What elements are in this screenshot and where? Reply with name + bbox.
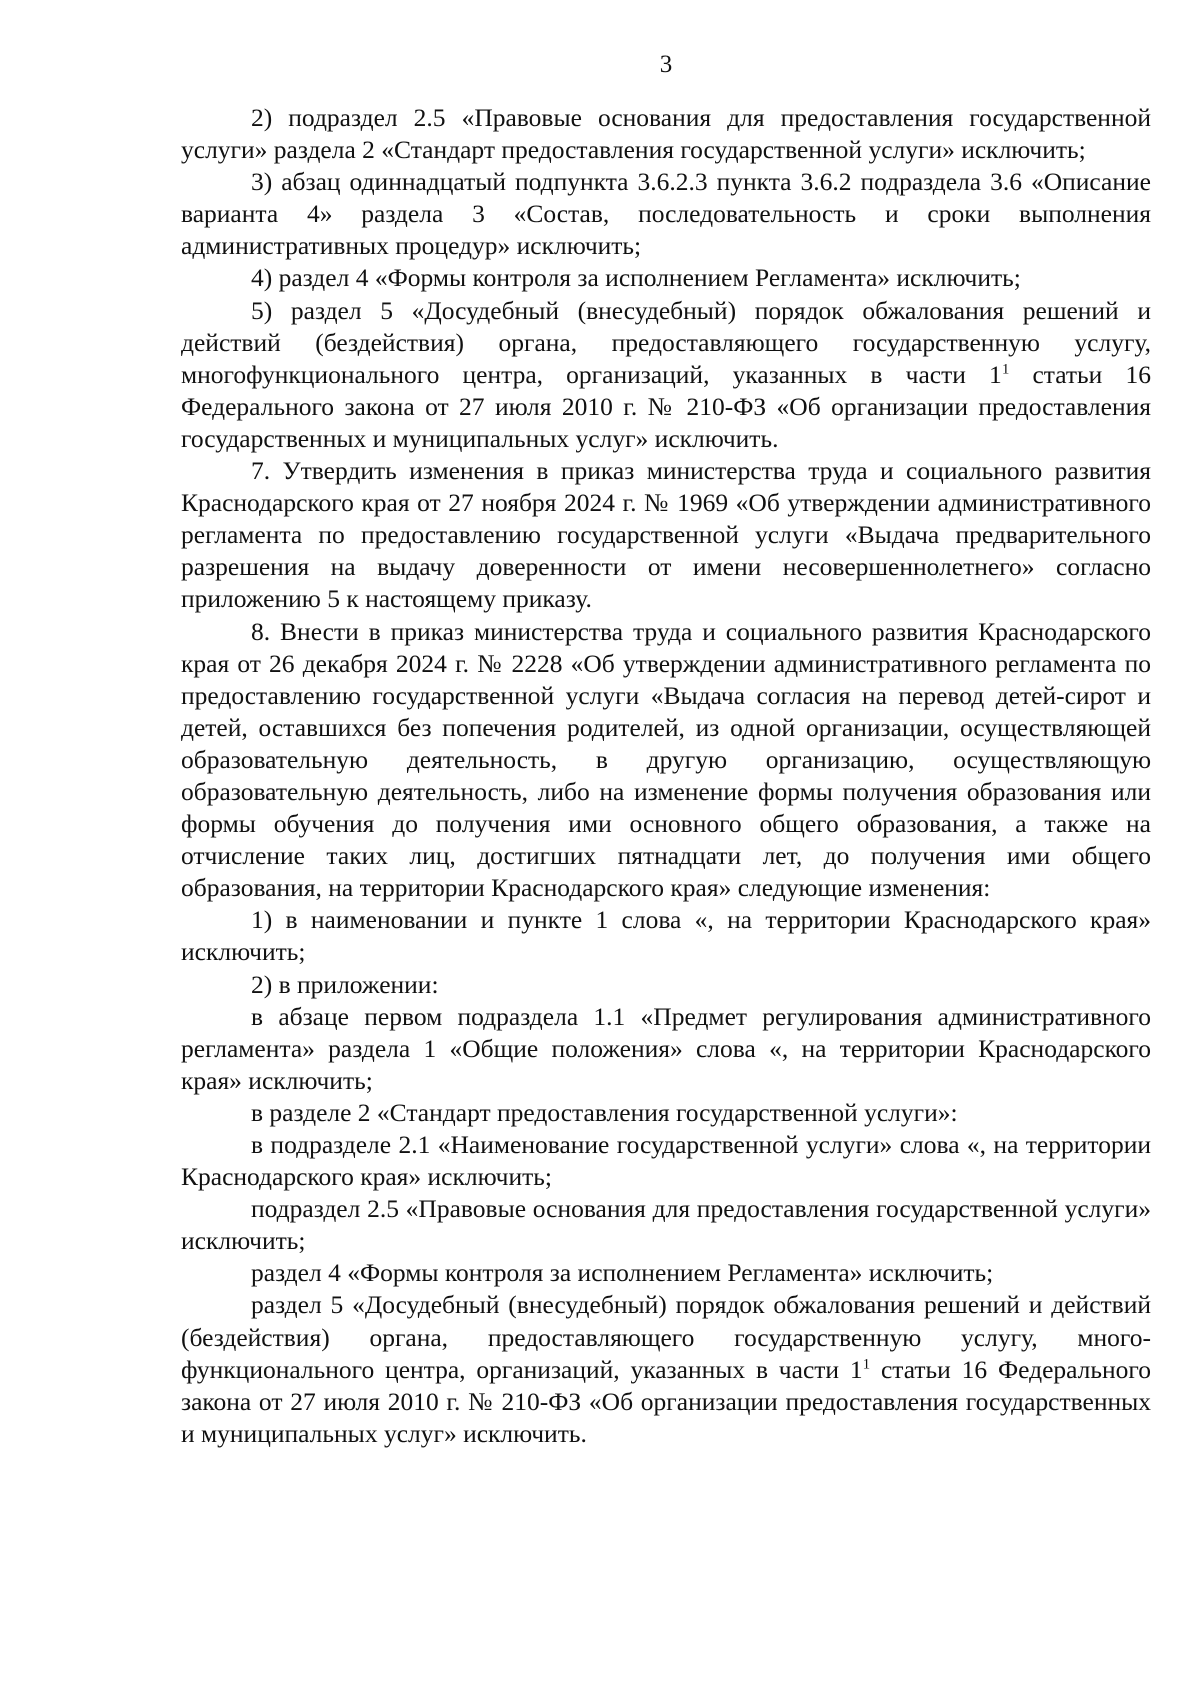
paragraph-3-abzac-11: 3) абзац одиннадцатый подпункта 3.6.2.3 пункта 3.6.2 подраздела 3.6 «Описание варианта 4» раздела 3 «Состав, последовательность и сроки выполнения административных процедур» исключить; [181,167,1151,261]
paragraph-8-2-section-4: раздел 4 «Формы контроля за исполнением Регламента» исключить; [251,1258,994,1288]
paragraph-5-section-5 [181,295,1151,455]
paragraph-2-subsection-2-5: 2) подраздел 2.5 «Правовые основания для предоставления государственной услуги» раздела 2 «Стандарт предоставления государственной услуги» исключить; [181,103,1151,165]
paragraph-text: 5) раздел 5 «Досудебный (внесудебный) порядок обжалования решений и действий (бездействия) органа, предоставляющего государственную услугу, многофункционального центра, организаций, указанных в части 1 [181,295,1151,389]
paragraph-8-2-section-5 [181,1289,1151,1449]
document-body [181,102,1151,1450]
paragraph-8-2-subsection-2-5: подраздел 2.5 «Правовые основания для предоставления государственной услуги» исключить; [181,1194,1151,1256]
paragraph-8-2-section-2: в разделе 2 «Стандарт предоставления государственной услуги»: [251,1097,958,1127]
paragraph-8-1: 1) в наименовании и пункте 1 слова «, на территории Краснодарского края» исключить; [181,905,1151,967]
superscript: 1 [862,1356,871,1373]
paragraph-8-2-subsection-2-1: в подразделе 2.1 «Наименование государственной услуги» слова «, на территории Краснодарского края» исключить; [181,1130,1151,1192]
page-number: 3 [659,51,673,78]
paragraph-text: раздел 5 «Досудебный (внесудебный) порядок обжалования решений и действий (бездействия) органа, предоставляющего государственную услугу, много-функционального центра, организаций, указанных в части 1 [181,1290,1151,1384]
paragraph-4-section-4: 4) раздел 4 «Формы контроля за исполнением Регламента» исключить; [251,263,1021,293]
paragraph-text: статьи 16 Федерального закона от 27 июля 2010 г. № 210-ФЗ «Об организации предоставления государственных и муниципальных услуг» исключить. [181,1354,1151,1448]
paragraph-text: статьи 16 Федерального закона от 27 июля 2010 г. № 210-ФЗ «Об организации предоставления государственных и муниципальных услуг» исключить. [181,359,1151,453]
paragraph-8-2-subsection-1-1: в абзаце первом подраздела 1.1 «Предмет регулирования административного регламента» раздела 1 «Общие положения» слова «, на территории Краснодарского края» исключить; [181,1001,1151,1095]
paragraph-item-8: 8. Внести в приказ министерства труда и социального развития Краснодарского края от 26 декабря 2024 г. № 2228 «Об утверждении административного регламента по предоставлению государственной услуги «Выдача согласия на перевод детей-сирот и детей, оставшихся без попечения родителей, из одной организации, осуществляющей образовательную деятельность, в другую организацию, осуществляющую образовательную деятельность, либо на изменение формы получения образования или формы обучения до получения ими основного общего образования, а также на отчисление таких лиц, достигших пятнадцати лет, до получения ими общего образования, на территории Краснодарского края» следующие изменения: [181,616,1151,903]
paragraph-8-2: 2) в приложении: [251,969,439,999]
superscript: 1 [1001,361,1010,378]
paragraph-item-7: 7. Утвердить изменения в приказ министерства труда и социального развития Краснодарского края от 27 ноября 2024 г. № 1969 «Об утверждении административного регламента по предоставлению государственной услуги «Выдача предварительного разрешения на выдачу доверенности от имени несовершеннолетнего» согласно приложению 5 к настоящему приказу. [181,456,1151,614]
